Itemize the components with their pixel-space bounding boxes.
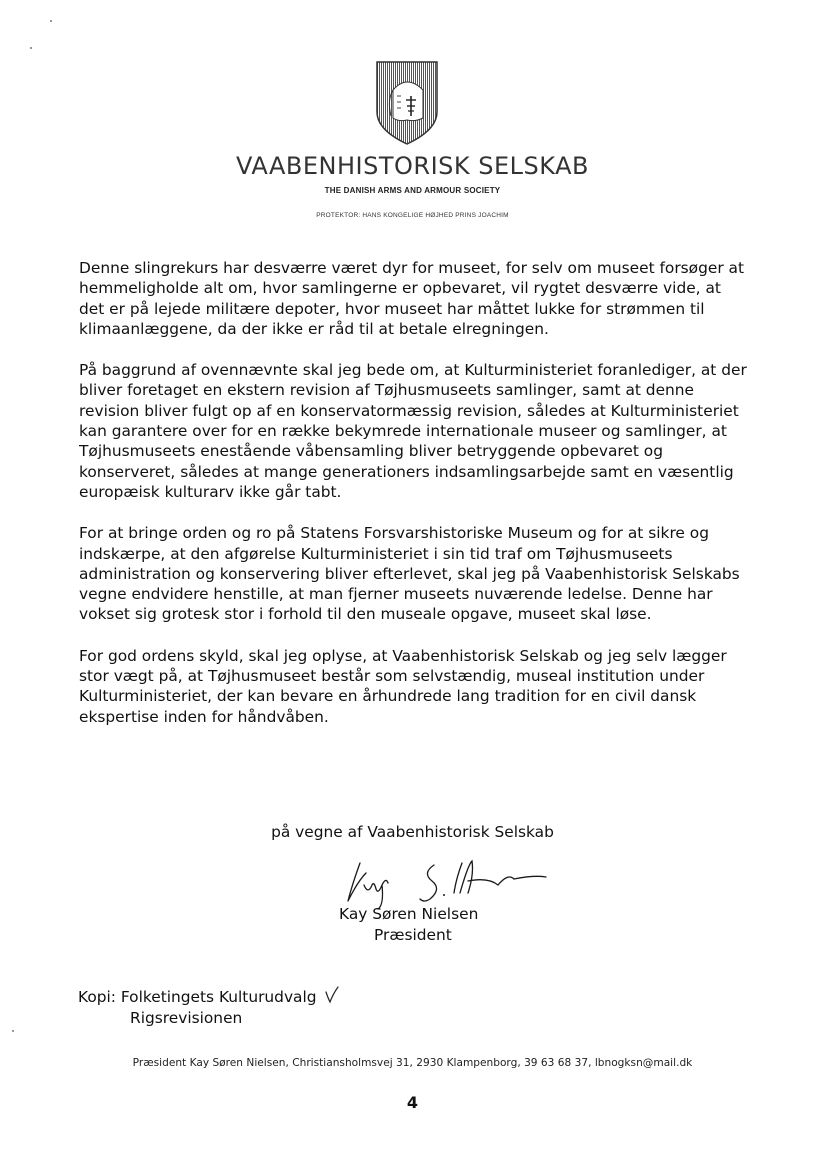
body-paragraph: For at bringe orden og ro på Statens Forsvarshistoriske Museum og for at sikre og indskærpe, at den afgørelse Kulturministeriet i sin tid traf om Tøjhusmuseets administration og konservering bliver efterlevet, skal jeg på Vaabenhistorisk Selskabs vegne endvidere henstille, at man fjerner museets nuværende ledelse. Denne har vokset sig grotesk stor i forhold til den museale opgave, museet skal løse. (79, 524, 740, 624)
signer-name: Kay Søren Nielsen (339, 905, 479, 923)
scan-speck (50, 20, 52, 22)
letter-body (79, 258, 749, 748)
copy-recipient-first: Kopi: Folketingets Kulturudvalg (78, 988, 317, 1006)
copies-block (78, 986, 340, 1029)
on-behalf-text: på vegne af Vaabenhistorisk Selskab (271, 823, 554, 841)
body-paragraph: Denne slingrekurs har desværre været dyr for museet, for selv om museet forsøger at hemmeligholde alt om, hvor samlingerne er opbevaret, vil rygtet desværre vide, at det er på lejede militære depoter, hvor museet har måttet lukke for strømmen til klimaanlæggene, da der ikke er råd til at betale elregningen. (79, 259, 745, 338)
protector-line: PROTEKTOR: HANS KONGELIGE HØJHED PRINS JOACHIM (316, 212, 509, 219)
checkmark-icon (324, 986, 340, 1004)
copy-recipient-second: Rigsrevisionen (130, 1009, 243, 1027)
body-paragraph: For god ordens skyld, skal jeg oplyse, at Vaabenhistorisk Selskab og jeg selv lægger stor vægt på, at Tøjhusmuseet består som selvstændig, museal institution under Kulturministeriet, der kan bevare en århundrede lang tradition for en civil dansk ekspertise inden for håndvåben. (79, 646, 727, 726)
closing-line (0, 823, 825, 841)
signer-title: Præsident (374, 926, 452, 944)
scan-speck (12, 1030, 14, 1032)
scan-speck (30, 47, 32, 49)
organization-name: VAABENHISTORISK SELSKAB (236, 152, 589, 180)
body-paragraph: På baggrund af ovennævnte skal jeg bede om, at Kulturministeriet foranlediger, at der bliver foretaget en ekstern revision af Tøjhusmuseets samlinger, samt at denne revision bliver fulgt op af en konservatormæssig revision, således at Kulturministeriet kan garantere over for en række bekymrede internationale museer og samlinger, at Tøjhusmuseets enestående våbensamling bliver betryggende opbevaret og konserveret, således at mange generationers indsamlingsarbejde samt en væsentlig europæisk kulturarv ikke går tabt. (79, 361, 747, 501)
footer-contact: Præsident Kay Søren Nielsen, Christiansholmsvej 31, 2930 Klampenborg, 39 63 68 37, lbnogksn@mail.dk (132, 1057, 693, 1069)
handwritten-signature (338, 855, 548, 910)
coat-of-arms-icon (375, 60, 439, 146)
organization-subtitle: THE DANISH ARMS AND ARMOUR SOCIETY (324, 186, 501, 195)
page-number: 4 (406, 1093, 419, 1112)
signer-block (339, 904, 478, 946)
